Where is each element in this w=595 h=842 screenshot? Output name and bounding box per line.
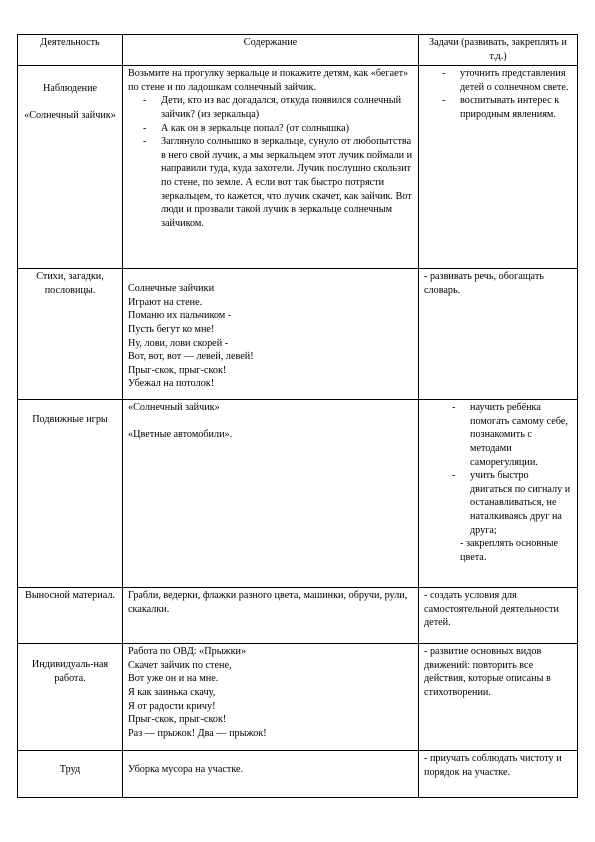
list-item: - А как он в зеркальце попал? (от солнышка) (161, 122, 413, 136)
content-text: Грабли, ведерки, флажки разного цвета, машинки, обручи, рули, скакалки. (128, 590, 408, 615)
activity-cell (18, 66, 123, 269)
poem-line: Убежал на потолок! (128, 378, 215, 390)
tasks-text: - приучать соблюдать чистоту и порядок на участке. (424, 753, 562, 778)
content-cell (123, 66, 419, 269)
activity-label: Труд (59, 764, 81, 776)
activity-sublabel: «Солнечный зайчик» (24, 109, 116, 121)
activity-cell (18, 751, 123, 798)
poem-line: Прыг-скок, прыг-скок! (128, 714, 227, 726)
table-row (18, 400, 578, 588)
content-cell (123, 644, 419, 751)
poem-line: Вот уже он и на мне. (128, 673, 219, 685)
activity-cell (18, 269, 123, 400)
poem-line: Я от радости кричу! (128, 700, 216, 712)
walk-plan-table (17, 34, 578, 798)
game-title: «Солнечный зайчик» (128, 402, 220, 414)
table-row (18, 66, 578, 269)
tasks-cell (419, 588, 578, 644)
tasks-cell (419, 400, 578, 588)
tasks-cell (419, 66, 578, 269)
tasks-text: - развитие основных видов движений: повторить все действия, которые описаны в стихотворении. (424, 646, 551, 698)
tasks-text: - развивать речь, обогащать словарь. (424, 271, 544, 296)
activity-label: Индивидуаль-ная работа. (31, 659, 109, 684)
tasks-cell (419, 751, 578, 798)
tasks-extra: - закреплять основные цвета. (460, 538, 558, 563)
poem-line: Раз — прыжок! Два — прыжок! (128, 727, 267, 739)
content-intro: Возьмите на прогулку зеркальце и покажите детям, как «бегает» по стене и по ладошкам солнечный зайчик. (128, 68, 409, 93)
poem-line: Скачет зайчик по стене, (128, 659, 232, 671)
poem-line: Я как заинька скачу, (128, 686, 216, 698)
tasks-cell (419, 644, 578, 751)
activity-label: Стихи, загадки, пословицы. (36, 271, 104, 296)
poem-line: Поманю их пальчиком - (128, 310, 232, 322)
content-text: Уборка мусора на участке. (128, 764, 244, 776)
tasks-list (424, 67, 572, 121)
list-item: - Заглянуло солнышко в зеркальце, сунуло от любопытства в него свой лучик, а мы зеркальцем этот лучик поймали и направили туда, куда захотели. Лучик послушно скользит по стене, по земле. А если вот так быстро потрясти зеркальцем, то кажется, что лучик скачет, как зайчик. Вот люди и прозвали такой лучик в зеркальце солнечным зайчиком. (161, 135, 413, 230)
poem-line: Солнечные зайчики (128, 283, 215, 295)
header-row (18, 35, 578, 66)
list-item: - уточнить представления детей о солнечном свете. (460, 67, 572, 94)
table-row (18, 751, 578, 798)
tasks-cell (419, 269, 578, 400)
content-cell (123, 751, 419, 798)
activity-label: Подвижные игры (32, 414, 108, 426)
header-activity: Деятельность (18, 35, 123, 66)
tasks-list (424, 401, 572, 537)
activity-cell (18, 644, 123, 751)
list-item: - воспитывать интерес к природным явлениям. (460, 94, 572, 121)
header-tasks: Задачи (развивать, закреплять и т.д.) (419, 35, 578, 66)
table-row (18, 588, 578, 644)
poem-line: Прыг-скок, прыг-скок! (128, 364, 227, 376)
poem-line: Играют на стене. (128, 296, 203, 308)
poem-line: Пусть бегут ко мне! (128, 323, 215, 335)
game-title: «Цветные автомобили». (128, 428, 233, 440)
activity-label: Наблюдение (42, 83, 98, 95)
table-row (18, 644, 578, 751)
poem-line: Работа по ОВД: «Прыжки» (128, 646, 247, 658)
activity-cell (18, 400, 123, 588)
list-item: - учить быстро двигаться по сигналу и останавливаться, не наталкиваясь друг на друга; (470, 469, 572, 537)
content-cell (123, 588, 419, 644)
content-cell (123, 269, 419, 400)
poem-line: Вот, вот, вот — левей, левей! (128, 351, 254, 363)
activity-cell (18, 588, 123, 644)
content-cell (123, 400, 419, 588)
content-list (128, 94, 413, 230)
list-item: - Дети, кто из вас догадался, откуда появился солнечный зайчик? (из зеркальца) (161, 94, 413, 121)
activity-label: Выносной материал. (25, 590, 115, 602)
header-content: Содержание (123, 35, 419, 66)
tasks-text: - создать условия для самостоятельной деятельности детей. (424, 590, 559, 629)
poem-line: Ну, лови, лови скорей - (128, 337, 229, 349)
table-row (18, 269, 578, 400)
list-item: - научить ребёнка помогать самому себе, познакомить с методами саморегуляции. (470, 401, 572, 469)
